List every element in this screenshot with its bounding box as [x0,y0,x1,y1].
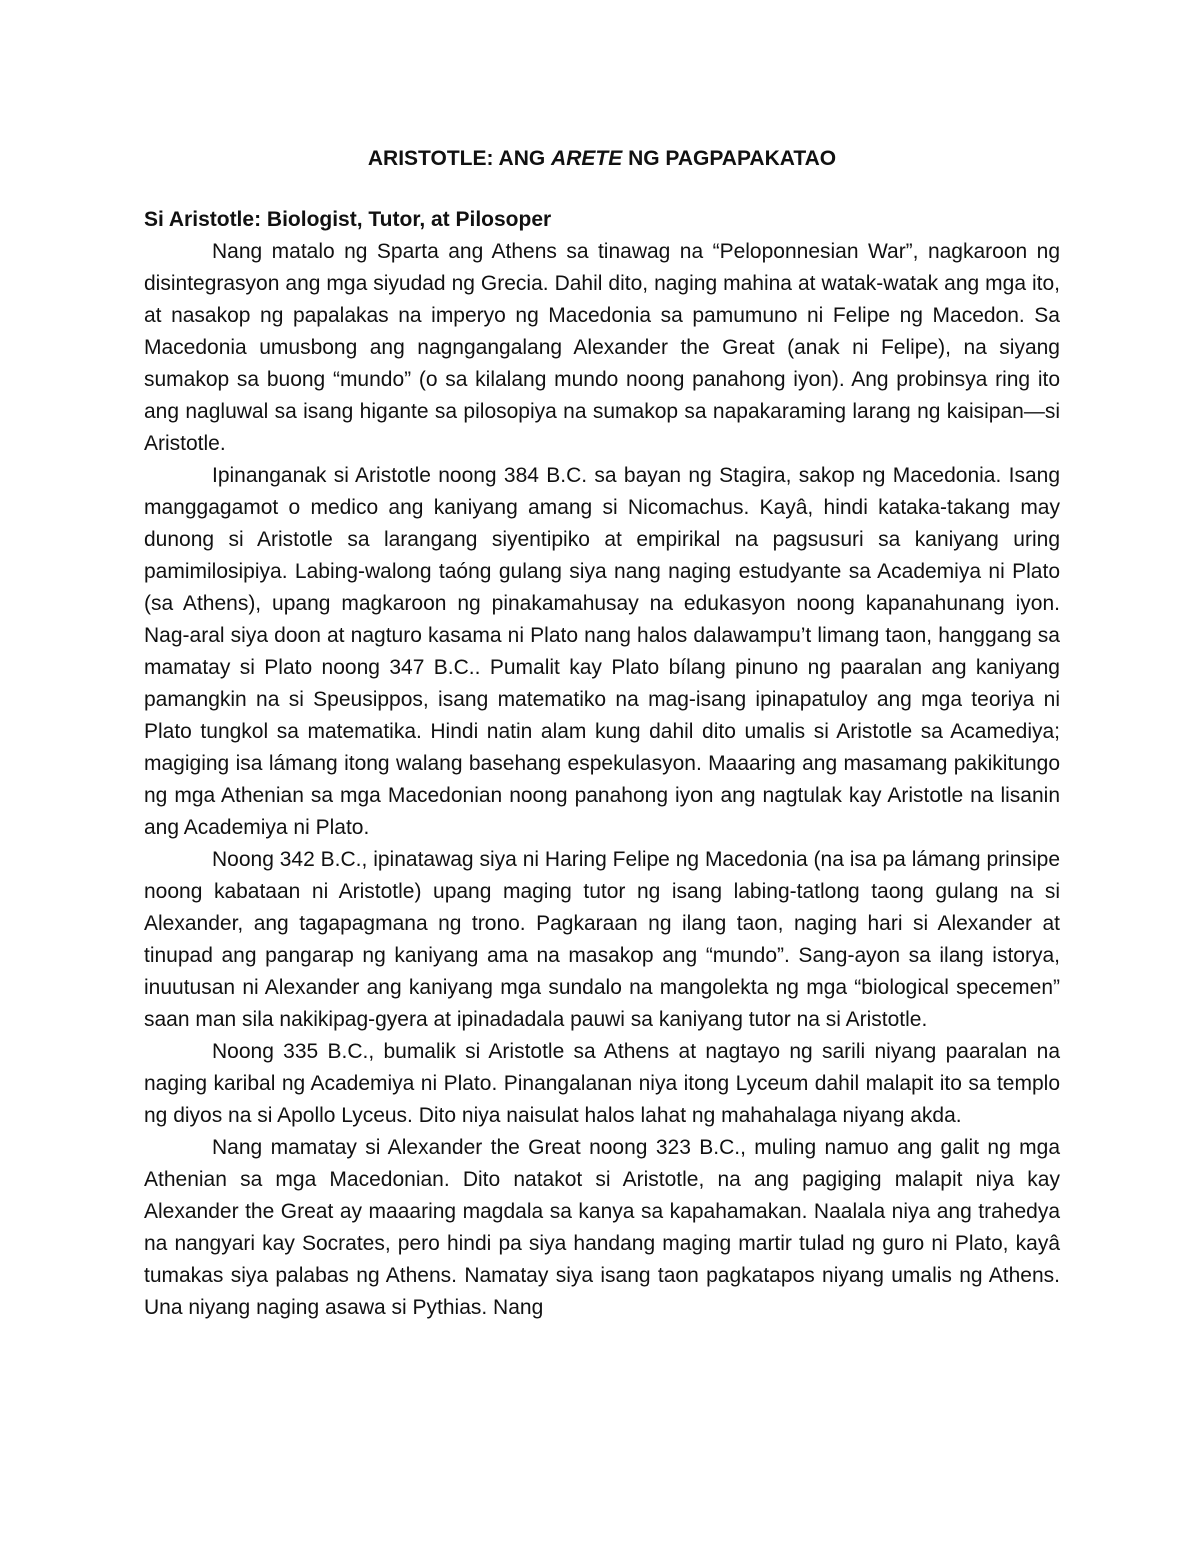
paragraph: Noong 335 B.C., bumalik si Aristotle sa Athens at nagtayo ng sarili niyang paaralan na naging karibal ng Academiya ni Plato. Pinangalanan niya itong Lyceum dahil malapit ito sa templo ng diyos na si Apollo Lyceus. Dito niya naisulat halos lahat ng mahahalaga niyang akda. [144,1040,1060,1127]
paragraph: Nang matalo ng Sparta ang Athens sa tinawag na “Peloponnesian War”, nagkaroon ng disintegrasyon ang mga siyudad ng Grecia. Dahil dito, naging mahina at watak-watak ang mga ito, at nasakop ng papalakas na imperyo ng Macedonia sa pamumuno ni Felipe ng Macedon. Sa Macedonia umusbong ang nagngangalang Alexander the Great (anak ni Felipe), na siyang sumakop sa buong “mundo” (o sa kilalang mundo noong panahong iyon). Ang probinsya ring ito ang nagluwal sa isang higante sa pilosopiya na sumakop sa napakaraming larang ng kaisipan—si Aristotle. [144,240,1060,455]
paragraph: Noong 342 B.C., ipinatawag siya ni Haring Felipe ng Macedonia (na isa pa lámang prinsipe noong kabataan ni Aristotle) upang maging tutor ng isang labing-tatlong taong gulang na si Alexander, ang tagapagmana ng trono. Pagkaraan ng ilang taon, naging hari si Alexander at tinupad ang pangarap ng kaniyang ama na masakop ang “mundo”. Sang-ayon sa ilang istorya, inuutusan ni Alexander ang kaniyang mga sundalo na mangolekta ng mga “biological specemen” saan man sila nakikipag-gyera at ipinadadala pauwi sa kaniyang tutor na si Aristotle. [144,848,1060,1031]
title-text-start: ARISTOTLE: ANG [367,147,552,170]
section-heading: Si Aristotle: Biologist, Tutor, at Pilosoper [144,208,552,231]
document-title [144,143,1060,175]
body-text [144,236,1060,1324]
title-text-end: NG PAGPAPAKATAO [622,147,837,170]
title-italic-word: ARETE [551,147,623,170]
paragraph: Nang mamatay si Alexander the Great noong 323 B.C., muling namuo ang galit ng mga Athenian sa mga Macedonian. Dito natakot si Aristotle, na ang pagiging malapit niya kay Alexander the Great ay maaaring magdala sa kanya sa kapahamakan. Naalala niya ang trahedya na nangyari kay Socrates, pero hindi pa siya handang maging martir tulad ng guro ni Plato, kayâ tumakas siya palabas ng Athens. Namatay siya isang taon pagkatapos niyang umalis ng Athens. Una niyang naging asawa si Pythias. Nang [144,1136,1060,1319]
paragraph: Ipinanganak si Aristotle noong 384 B.C. sa bayan ng Stagira, sakop ng Macedonia. Isang manggagamot o medico ang kaniyang amang si Nicomachus. Kayâ, hindi kataka-takang may dunong si Aristotle sa larangang siyentipiko at empirikal na pagsusuri sa kaniyang uring pamimilosipiya. Labing-walong taóng gulang siya nang naging estudyante sa Academiya ni Plato (sa Athens), upang magkaroon ng pinakamahusay na edukasyon noong kapanahunang iyon. Nag-aral siya doon at nagturo kasama ni Plato nang halos dalawampu’t limang taon, hanggang sa mamatay si Plato noong 347 B.C.. Pumalit kay Plato bílang pinuno ng paaralan ang kaniyang pamangkin na si Speusippos, isang matematiko na mag-isang ipinapatuloy ang mga teoriya ni Plato tungkol sa matematika. Hindi natin alam kung dahil dito umalis si Aristotle sa Acamediya; magiging isa lámang itong walang basehang espekulasyon. Maaaring ang masamang pakikitungo ng mga Athenian sa mga Macedonian noong panahong iyon ang nagtulak kay Aristotle na lisanin ang Academiya ni Plato. [144,464,1060,839]
